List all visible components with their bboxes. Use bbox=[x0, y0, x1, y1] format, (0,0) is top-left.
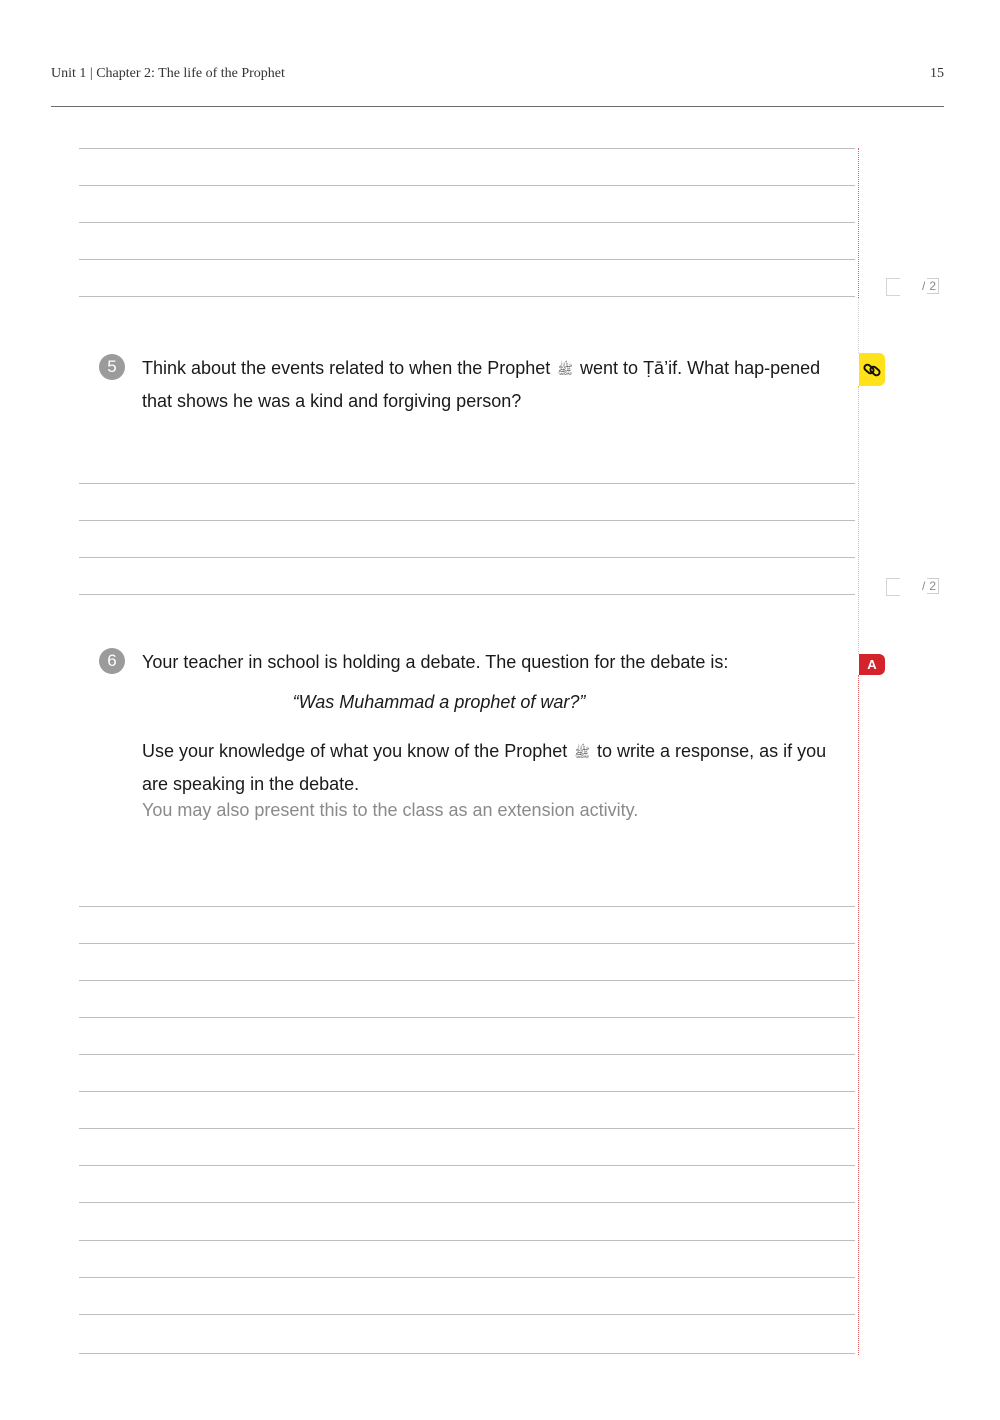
answer-line[interactable] bbox=[79, 1091, 855, 1092]
link-icon bbox=[863, 361, 881, 379]
answer-line[interactable] bbox=[79, 980, 855, 981]
page-number: 15 bbox=[930, 66, 944, 81]
assessment-tag[interactable]: A bbox=[859, 654, 885, 675]
answer-line[interactable] bbox=[79, 1017, 855, 1018]
answer-line[interactable] bbox=[79, 185, 855, 186]
answer-line[interactable] bbox=[79, 1277, 855, 1278]
question-5-text: Think about the events related to when the Prophet ﷺ went to Ṭā’if. What hap-pened that shows he was a kind and forgiving person? bbox=[142, 358, 821, 411]
margin-guide-red bbox=[858, 675, 859, 1355]
answer-line[interactable] bbox=[79, 1128, 855, 1129]
header-divider bbox=[51, 106, 944, 107]
answer-line[interactable] bbox=[79, 222, 855, 223]
answer-line[interactable] bbox=[79, 1353, 855, 1354]
answer-line[interactable] bbox=[79, 1314, 855, 1315]
debate-question-quote: “Was Muhammad a prophet of war?” bbox=[292, 692, 586, 712]
answer-line[interactable] bbox=[79, 520, 855, 521]
answer-line[interactable] bbox=[79, 943, 855, 944]
mark-input-box[interactable] bbox=[886, 578, 900, 596]
answer-line[interactable] bbox=[79, 1054, 855, 1055]
answer-line[interactable] bbox=[79, 296, 855, 297]
answer-line[interactable] bbox=[79, 1165, 855, 1166]
margin-guide-yellow bbox=[858, 386, 859, 654]
honorific-glyph: ﷺ bbox=[557, 363, 574, 378]
margin-guide-red bbox=[858, 148, 859, 298]
question-6-intro: Your teacher in school is holding a debate. The question for the debate is: bbox=[142, 652, 729, 672]
honorific-glyph: ﷺ bbox=[574, 746, 590, 761]
link-tag[interactable] bbox=[859, 353, 885, 386]
answer-line[interactable] bbox=[79, 1240, 855, 1241]
question-6-instruction: Use your knowledge of what you know of the Prophet ﷺ to write a response, as if you are speaking in the debate. bbox=[142, 741, 827, 794]
answer-line[interactable] bbox=[79, 259, 855, 260]
answer-line[interactable] bbox=[79, 594, 855, 595]
page-header bbox=[51, 66, 944, 86]
breadcrumb: Unit 1 | Chapter 2: The life of the Prophet bbox=[51, 66, 285, 81]
mark-total: / 2 bbox=[922, 579, 939, 593]
mark-total: / 2 bbox=[922, 279, 939, 293]
answer-line[interactable] bbox=[79, 148, 855, 149]
answer-line[interactable] bbox=[79, 483, 855, 484]
margin-guide-grey bbox=[858, 298, 859, 353]
extension-note: You may also present this to the class as an extension activity. bbox=[142, 800, 639, 820]
answer-line[interactable] bbox=[79, 1202, 855, 1203]
answer-line[interactable] bbox=[79, 557, 855, 558]
mark-input-box[interactable] bbox=[886, 278, 900, 296]
question-number-badge: 5 bbox=[99, 354, 125, 380]
question-number-badge: 6 bbox=[99, 648, 125, 674]
answer-line[interactable] bbox=[79, 906, 855, 907]
